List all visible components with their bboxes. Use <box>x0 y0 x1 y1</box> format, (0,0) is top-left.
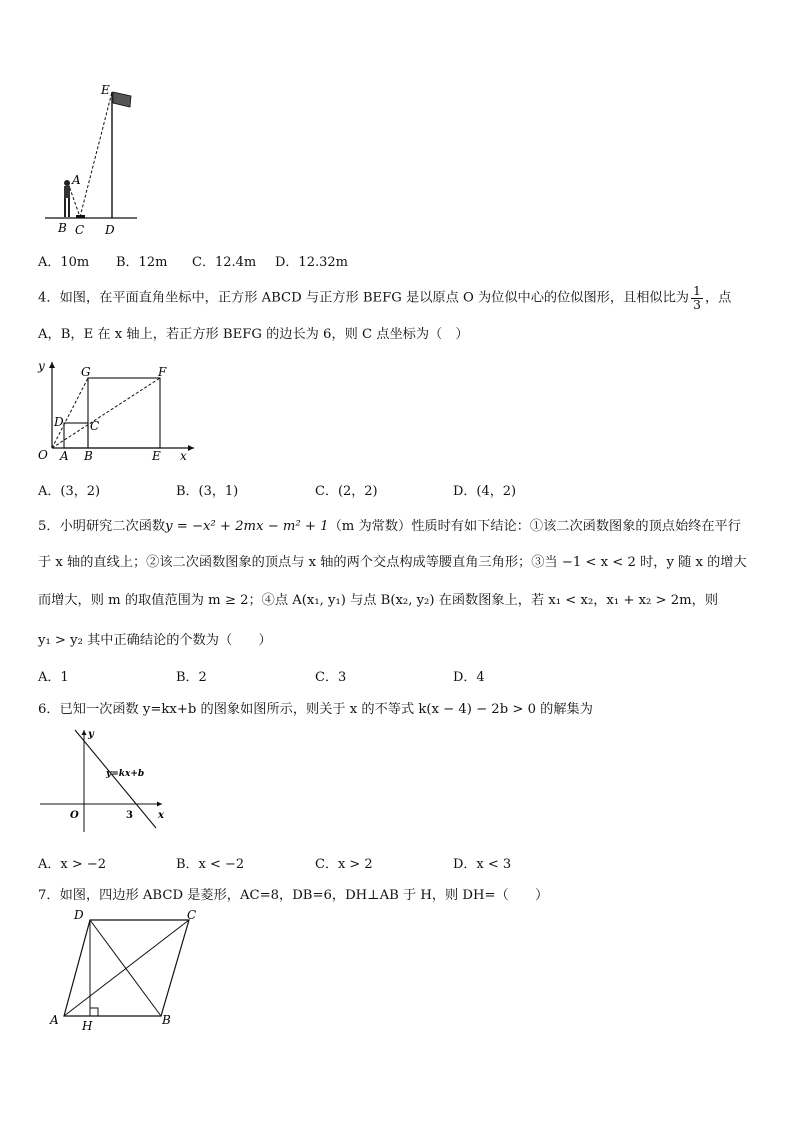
q3-option-c: C．12.4m <box>192 255 257 270</box>
q3-label-c: C <box>75 223 85 237</box>
q4-stem-line1 <box>38 285 731 311</box>
q6-label-three: 3 <box>126 810 133 821</box>
q6-label-func: y=kx+b <box>106 769 145 779</box>
q7-label-a: A <box>50 1013 59 1027</box>
q5-stem-line2: 于 x 轴的直线上；②该二次函数图象的顶点与 x 轴的两个交点构成等腰直角三角形；③当 −1 < x < 2 时，y 随 x 的增大 <box>38 555 747 570</box>
q4-stem-post: ，点 <box>704 290 732 306</box>
q3-label-e: E <box>101 83 110 97</box>
q5-stem-line1 <box>38 515 741 534</box>
q4-label-e: E <box>152 449 161 463</box>
q6-label-y: y <box>88 729 94 740</box>
q4-label-f: F <box>158 365 167 379</box>
q4-label-b: B <box>84 449 93 463</box>
q4-frac-num: 1 <box>692 283 701 298</box>
q7-label-c: C <box>187 908 197 922</box>
q3-option-b: B．12m <box>116 255 168 270</box>
q4-label-d: D <box>54 415 64 429</box>
q5-option-c: C．3 <box>315 670 347 685</box>
q4-frac-den: 3 <box>692 296 701 312</box>
q6-label-x: x <box>158 810 164 821</box>
q6-linear-figure <box>36 724 171 834</box>
q7-stem-line1: 7．如图，四边形 ABCD 是菱形，AC=8，DB=6，DH⊥AB 于 H，则 DH=（ ） <box>38 888 549 903</box>
q5-stem-line4: y₁ > y₂ 其中正确结论的个数为（ ） <box>38 633 272 648</box>
q4-option-a: A．(3，2) <box>38 484 101 499</box>
q7-label-d: D <box>74 908 84 922</box>
q6-option-d: D．x < 3 <box>453 857 512 872</box>
q4-ratio-fraction <box>691 285 703 311</box>
q3-label-a: A <box>72 173 81 187</box>
q6-stem-line1: 6．已知一次函数 y=kx+b 的图象如图所示，则关于 x 的不等式 k(x − 4) − 2b > 0 的解集为 <box>38 702 593 717</box>
q4-label-g: G <box>81 365 91 379</box>
q5-option-d: D．4 <box>453 670 485 685</box>
q3-label-d: D <box>105 223 115 237</box>
q4-label-a: A <box>60 449 69 463</box>
q4-stem-line2: A，B，E 在 x 轴上，若正方形 BEFG 的边长为 6，则 C 点坐标为（ ） <box>38 327 469 342</box>
q7-label-b: B <box>162 1013 171 1027</box>
q6-option-c: C．x > 2 <box>315 857 373 872</box>
q6-label-o: O <box>70 810 79 821</box>
q4-option-b: B．(3，1) <box>176 484 239 499</box>
q4-label-y: y <box>38 359 45 373</box>
q5-stem-text: 5．小明研究二次函数 <box>38 519 166 534</box>
q5-option-b: B．2 <box>176 670 207 685</box>
q4-label-c: C <box>90 419 100 433</box>
q3-label-b: B <box>58 221 67 235</box>
q4-option-d: D．(4，2) <box>453 484 517 499</box>
q5-stem-line3: 而增大，则 m 的取值范围为 m ≥ 2；④点 A(x₁, y₁) 与点 B(x₂, y₂) 在函数图象上，若 x₁ < x₂，x₁ + x₂ > 2m，则 <box>38 593 719 608</box>
q3-flagpole-figure <box>40 80 150 240</box>
q5-option-a: A．1 <box>38 670 69 685</box>
q5-stem-paren: （m 为常数）性质时有如下结论：①该二次函数图象的顶点始终在平行 <box>328 519 741 534</box>
q7-label-h: H <box>82 1019 93 1033</box>
q3-option-d: D．12.32m <box>275 255 348 270</box>
q4-option-c: C．(2，2) <box>315 484 378 499</box>
q6-option-a: A．x > −2 <box>38 857 107 872</box>
q7-rhombus-figure <box>44 904 214 1034</box>
q3-option-a: A．10m <box>38 255 90 270</box>
q4-coordinate-figure <box>36 356 201 466</box>
q6-option-b: B．x < −2 <box>176 857 245 872</box>
q4-stem-text: 4．如图，在平面直角坐标中，正方形 ABCD 与正方形 BEFG 是以原点 O 为位似中心的位似图形，且相似比为 <box>38 290 689 306</box>
q4-label-o: O <box>38 448 48 462</box>
q4-label-x: x <box>180 449 187 463</box>
q5-function: y = −x² + 2mx − m² + 1 <box>165 519 329 534</box>
